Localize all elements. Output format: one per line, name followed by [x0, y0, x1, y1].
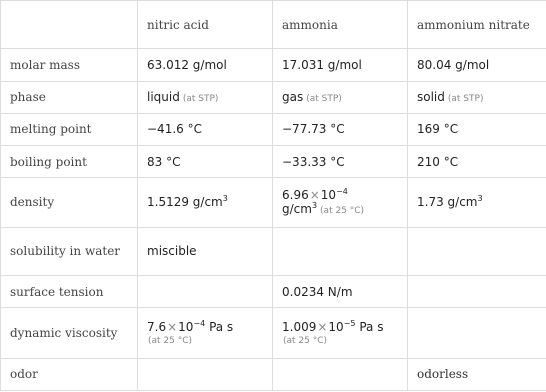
exponent: −4: [336, 187, 348, 197]
cell-value: [408, 227, 546, 275]
unit: Pa s: [359, 319, 384, 334]
phase-value: solid: [417, 90, 445, 105]
mantissa: 6.96: [282, 188, 309, 203]
exponent: −4: [193, 318, 206, 328]
unit: g/cm: [282, 202, 312, 217]
row-label-melting-point: melting point: [1, 113, 138, 145]
condition-note: (at 25 °C): [148, 335, 193, 346]
condition-note: (at STP): [306, 94, 342, 105]
cell-value: [408, 308, 546, 358]
condition-note: (at STP): [182, 94, 219, 105]
condition-note: (at 25 °C): [320, 206, 365, 217]
table-row-solubility: [1, 227, 546, 275]
row-label-solubility: solubility in water: [1, 227, 138, 275]
unit-exponent: 3: [311, 201, 318, 211]
exponent: −5: [343, 318, 356, 328]
cell-value: 63.012 g/mol: [138, 49, 273, 81]
cell-value: [273, 308, 408, 358]
table-row-density: [1, 178, 546, 227]
column-header-ammonia: ammonia: [273, 1, 408, 49]
phase-value: gas: [282, 90, 304, 105]
cell-value: miscible: [138, 227, 273, 275]
cell-value: −33.33 °C: [273, 146, 408, 178]
row-label-surface-tension: surface tension: [1, 276, 138, 308]
table-row-boiling-point: [1, 146, 546, 178]
mantissa: 7.6: [147, 319, 167, 334]
density-value: 1.5129 g/cm: [147, 195, 223, 210]
table-row-melting-point: [1, 113, 546, 145]
mantissa: 1.009: [282, 319, 317, 334]
cell-value: [408, 178, 546, 227]
base: 10: [320, 188, 337, 203]
corner-cell: [1, 1, 138, 49]
row-label-molar-mass: molar mass: [1, 49, 138, 81]
cell-value: [138, 358, 273, 390]
condition-note: (at STP): [447, 94, 484, 105]
table-row-surface-tension: [1, 276, 546, 308]
cell-value: [138, 276, 273, 308]
cell-value: [138, 308, 273, 358]
unit: Pa s: [209, 319, 234, 334]
cell-value: [273, 81, 408, 113]
base: 10: [178, 319, 194, 334]
cell-value: −41.6 °C: [138, 113, 273, 145]
cell-value: 169 °C: [408, 113, 546, 145]
times-sign: ×: [167, 319, 178, 334]
cell-value: −77.73 °C: [273, 113, 408, 145]
times-sign: ×: [309, 188, 320, 203]
row-label-boiling-point: boiling point: [1, 146, 138, 178]
cell-value: [273, 358, 408, 390]
header-row: [1, 1, 546, 49]
unit-exponent: 3: [477, 194, 483, 204]
density-value: 1.73 g/cm: [417, 195, 478, 210]
condition-note: (at 25 °C): [283, 335, 328, 346]
row-label-phase: phase: [1, 81, 138, 113]
times-sign: ×: [317, 319, 328, 334]
base: 10: [328, 319, 344, 334]
cell-value: [408, 81, 546, 113]
table-row-molar-mass: [1, 49, 546, 81]
cell-value: [138, 178, 273, 227]
table-row-odor: [1, 358, 546, 390]
cell-value: 210 °C: [408, 146, 546, 178]
table-row-phase: [1, 81, 546, 113]
row-label-odor: odor: [1, 358, 138, 390]
cell-value: odorless: [408, 358, 546, 390]
column-header-nitric-acid: nitric acid: [138, 1, 273, 49]
cell-value: 80.04 g/mol: [408, 49, 546, 81]
cell-value: [408, 276, 546, 308]
cell-value: 17.031 g/mol: [273, 49, 408, 81]
phase-value: liquid: [147, 90, 180, 105]
column-header-ammonium-nitrate: ammonium nitrate: [408, 1, 546, 49]
unit-exponent: 3: [222, 194, 228, 204]
cell-value: [273, 227, 408, 275]
table-row-dynamic-viscosity: [1, 308, 546, 358]
row-label-density: density: [1, 178, 138, 227]
cell-value: [273, 178, 408, 227]
cell-value: 0.0234 N/m: [273, 276, 408, 308]
row-label-dynamic-viscosity: dynamic viscosity: [1, 308, 138, 358]
cell-value: [138, 81, 273, 113]
cell-value: 83 °C: [138, 146, 273, 178]
